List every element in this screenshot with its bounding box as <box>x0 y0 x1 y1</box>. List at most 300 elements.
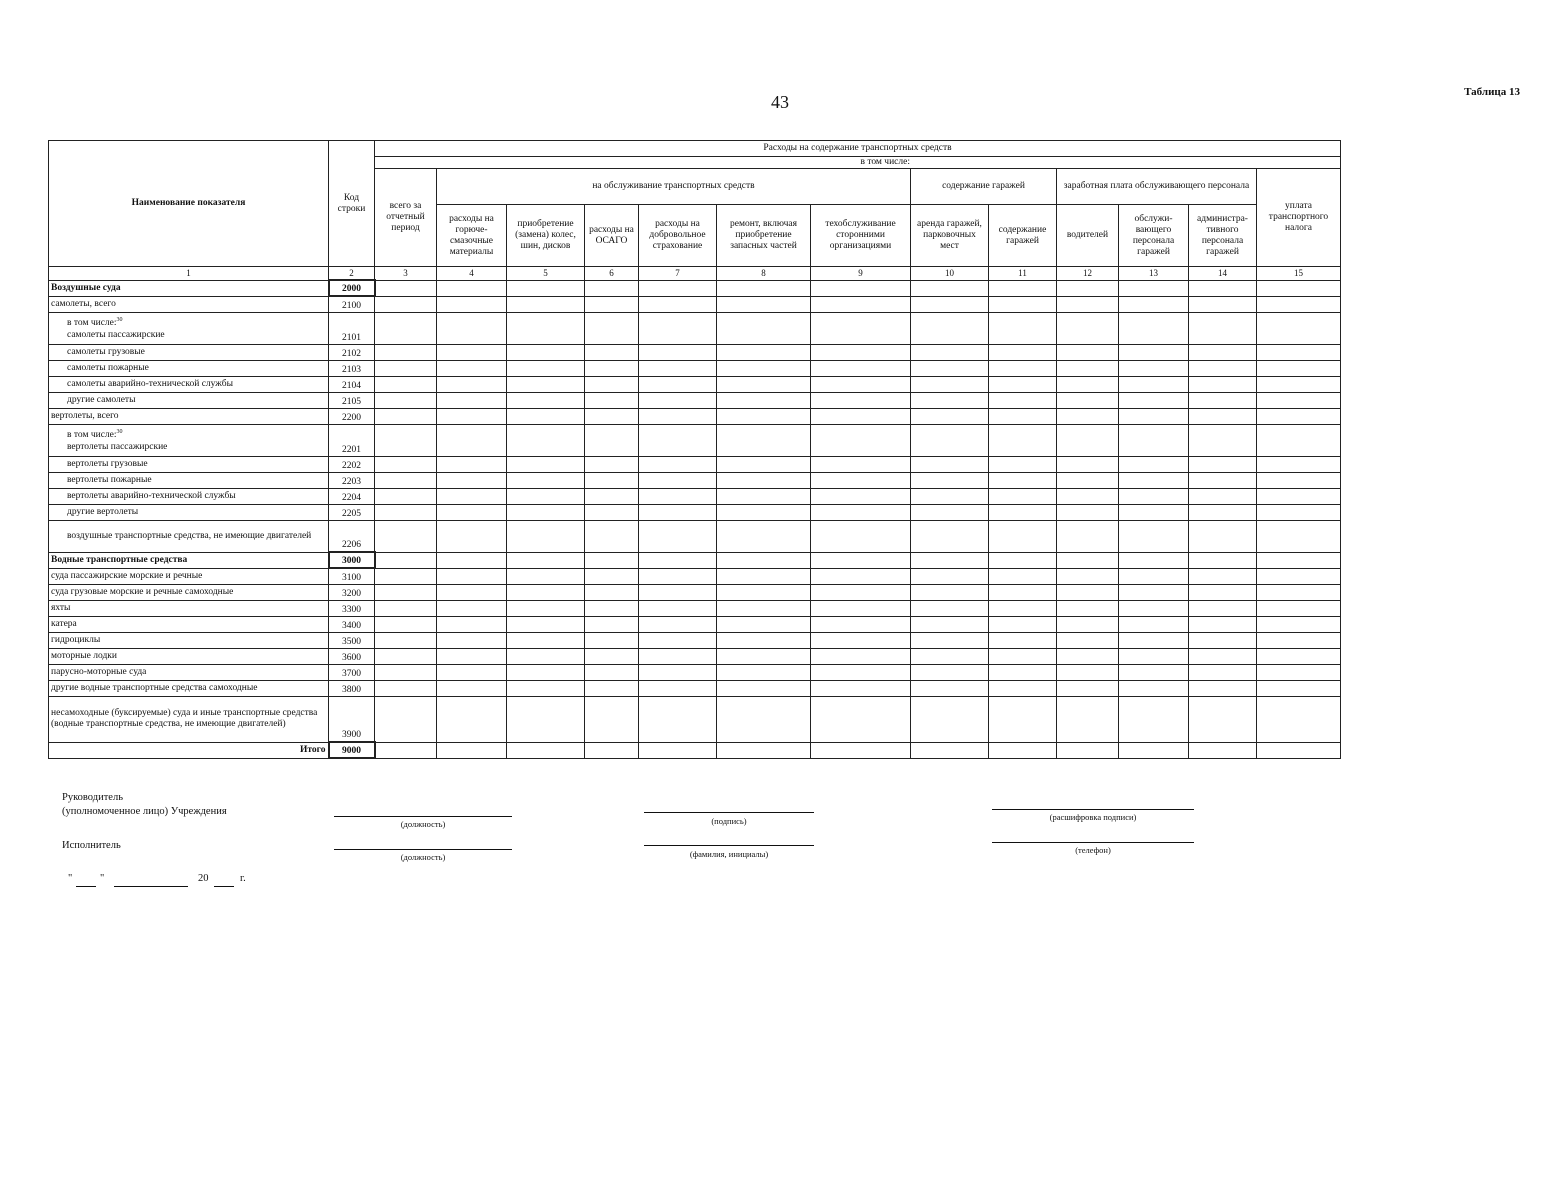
value-cell[interactable] <box>1119 680 1189 696</box>
value-cell[interactable] <box>717 616 811 632</box>
value-cell[interactable] <box>639 488 717 504</box>
value-cell[interactable] <box>811 680 911 696</box>
value-cell[interactable] <box>375 456 437 472</box>
signature-line[interactable] <box>644 812 814 813</box>
value-cell[interactable] <box>1119 696 1189 742</box>
value-cell[interactable] <box>585 424 639 456</box>
value-cell[interactable] <box>1057 296 1119 312</box>
value-cell[interactable] <box>507 742 585 758</box>
value-cell[interactable] <box>437 584 507 600</box>
value-cell[interactable] <box>717 472 811 488</box>
value-cell[interactable] <box>1119 584 1189 600</box>
value-cell[interactable] <box>1189 616 1257 632</box>
value-cell[interactable] <box>717 742 811 758</box>
value-cell[interactable] <box>1189 504 1257 520</box>
value-cell[interactable] <box>1257 456 1341 472</box>
value-cell[interactable] <box>1057 680 1119 696</box>
value-cell[interactable] <box>375 584 437 600</box>
value-cell[interactable] <box>989 742 1057 758</box>
value-cell[interactable] <box>639 296 717 312</box>
value-cell[interactable] <box>585 680 639 696</box>
value-cell[interactable] <box>1119 616 1189 632</box>
value-cell[interactable] <box>437 312 507 344</box>
value-cell[interactable] <box>437 376 507 392</box>
value-cell[interactable] <box>375 360 437 376</box>
value-cell[interactable] <box>585 648 639 664</box>
value-cell[interactable] <box>639 648 717 664</box>
value-cell[interactable] <box>639 552 717 568</box>
value-cell[interactable] <box>507 648 585 664</box>
value-cell[interactable] <box>375 742 437 758</box>
value-cell[interactable] <box>1257 600 1341 616</box>
value-cell[interactable] <box>585 472 639 488</box>
value-cell[interactable] <box>1189 456 1257 472</box>
value-cell[interactable] <box>911 456 989 472</box>
value-cell[interactable] <box>437 520 507 552</box>
value-cell[interactable] <box>1189 632 1257 648</box>
value-cell[interactable] <box>639 680 717 696</box>
value-cell[interactable] <box>507 360 585 376</box>
value-cell[interactable] <box>989 584 1057 600</box>
value-cell[interactable] <box>1119 600 1189 616</box>
value-cell[interactable] <box>811 280 911 296</box>
value-cell[interactable] <box>375 424 437 456</box>
value-cell[interactable] <box>1189 696 1257 742</box>
value-cell[interactable] <box>507 312 585 344</box>
value-cell[interactable] <box>437 408 507 424</box>
value-cell[interactable] <box>1257 472 1341 488</box>
value-cell[interactable] <box>585 504 639 520</box>
value-cell[interactable] <box>1119 296 1189 312</box>
value-cell[interactable] <box>639 584 717 600</box>
value-cell[interactable] <box>507 472 585 488</box>
value-cell[interactable] <box>1057 696 1119 742</box>
value-cell[interactable] <box>989 344 1057 360</box>
value-cell[interactable] <box>717 456 811 472</box>
value-cell[interactable] <box>989 648 1057 664</box>
value-cell[interactable] <box>911 648 989 664</box>
value-cell[interactable] <box>1189 344 1257 360</box>
value-cell[interactable] <box>1257 520 1341 552</box>
value-cell[interactable] <box>1257 552 1341 568</box>
value-cell[interactable] <box>1189 296 1257 312</box>
value-cell[interactable] <box>1119 408 1189 424</box>
value-cell[interactable] <box>585 312 639 344</box>
value-cell[interactable] <box>911 360 989 376</box>
value-cell[interactable] <box>989 616 1057 632</box>
value-cell[interactable] <box>989 408 1057 424</box>
value-cell[interactable] <box>585 742 639 758</box>
value-cell[interactable] <box>1057 376 1119 392</box>
value-cell[interactable] <box>1057 632 1119 648</box>
value-cell[interactable] <box>989 568 1057 584</box>
value-cell[interactable] <box>811 392 911 408</box>
value-cell[interactable] <box>1057 392 1119 408</box>
value-cell[interactable] <box>507 664 585 680</box>
value-cell[interactable] <box>1119 568 1189 584</box>
value-cell[interactable] <box>989 424 1057 456</box>
value-cell[interactable] <box>1189 280 1257 296</box>
value-cell[interactable] <box>717 296 811 312</box>
value-cell[interactable] <box>585 616 639 632</box>
value-cell[interactable] <box>989 696 1057 742</box>
value-cell[interactable] <box>811 742 911 758</box>
executor-position-line[interactable] <box>334 849 512 850</box>
value-cell[interactable] <box>1257 360 1341 376</box>
value-cell[interactable] <box>1189 408 1257 424</box>
value-cell[interactable] <box>989 632 1057 648</box>
value-cell[interactable] <box>585 392 639 408</box>
value-cell[interactable] <box>1119 376 1189 392</box>
value-cell[interactable] <box>585 632 639 648</box>
value-cell[interactable] <box>639 520 717 552</box>
value-cell[interactable] <box>375 680 437 696</box>
value-cell[interactable] <box>717 584 811 600</box>
value-cell[interactable] <box>437 280 507 296</box>
value-cell[interactable] <box>1057 344 1119 360</box>
value-cell[interactable] <box>639 504 717 520</box>
value-cell[interactable] <box>717 392 811 408</box>
value-cell[interactable] <box>507 680 585 696</box>
value-cell[interactable] <box>1257 632 1341 648</box>
value-cell[interactable] <box>437 552 507 568</box>
value-cell[interactable] <box>1189 472 1257 488</box>
value-cell[interactable] <box>639 392 717 408</box>
value-cell[interactable] <box>989 296 1057 312</box>
value-cell[interactable] <box>507 584 585 600</box>
value-cell[interactable] <box>375 408 437 424</box>
value-cell[interactable] <box>989 504 1057 520</box>
decoding-line[interactable] <box>992 809 1194 810</box>
value-cell[interactable] <box>1057 552 1119 568</box>
value-cell[interactable] <box>717 424 811 456</box>
value-cell[interactable] <box>717 520 811 552</box>
value-cell[interactable] <box>507 376 585 392</box>
value-cell[interactable] <box>717 312 811 344</box>
value-cell[interactable] <box>1057 312 1119 344</box>
value-cell[interactable] <box>1257 296 1341 312</box>
value-cell[interactable] <box>989 280 1057 296</box>
value-cell[interactable] <box>1189 680 1257 696</box>
value-cell[interactable] <box>1189 360 1257 376</box>
value-cell[interactable] <box>639 312 717 344</box>
value-cell[interactable] <box>989 360 1057 376</box>
value-cell[interactable] <box>507 344 585 360</box>
value-cell[interactable] <box>1189 312 1257 344</box>
value-cell[interactable] <box>585 456 639 472</box>
value-cell[interactable] <box>375 392 437 408</box>
value-cell[interactable] <box>1057 456 1119 472</box>
value-cell[interactable] <box>639 408 717 424</box>
value-cell[interactable] <box>585 344 639 360</box>
value-cell[interactable] <box>437 424 507 456</box>
value-cell[interactable] <box>437 680 507 696</box>
value-cell[interactable] <box>911 344 989 360</box>
value-cell[interactable] <box>507 296 585 312</box>
value-cell[interactable] <box>1057 360 1119 376</box>
value-cell[interactable] <box>375 616 437 632</box>
value-cell[interactable] <box>1257 408 1341 424</box>
value-cell[interactable] <box>1257 680 1341 696</box>
value-cell[interactable] <box>811 424 911 456</box>
value-cell[interactable] <box>1057 408 1119 424</box>
value-cell[interactable] <box>1057 616 1119 632</box>
value-cell[interactable] <box>717 664 811 680</box>
date-month-line[interactable] <box>114 886 188 887</box>
value-cell[interactable] <box>437 600 507 616</box>
value-cell[interactable] <box>1119 520 1189 552</box>
value-cell[interactable] <box>1119 472 1189 488</box>
value-cell[interactable] <box>811 344 911 360</box>
value-cell[interactable] <box>585 568 639 584</box>
value-cell[interactable] <box>585 696 639 742</box>
value-cell[interactable] <box>811 360 911 376</box>
value-cell[interactable] <box>375 648 437 664</box>
value-cell[interactable] <box>1057 584 1119 600</box>
value-cell[interactable] <box>507 408 585 424</box>
value-cell[interactable] <box>811 456 911 472</box>
value-cell[interactable] <box>437 742 507 758</box>
value-cell[interactable] <box>911 696 989 742</box>
value-cell[interactable] <box>437 344 507 360</box>
value-cell[interactable] <box>717 504 811 520</box>
value-cell[interactable] <box>375 504 437 520</box>
value-cell[interactable] <box>507 696 585 742</box>
value-cell[interactable] <box>375 520 437 552</box>
value-cell[interactable] <box>507 280 585 296</box>
value-cell[interactable] <box>1189 552 1257 568</box>
value-cell[interactable] <box>989 600 1057 616</box>
value-cell[interactable] <box>639 424 717 456</box>
value-cell[interactable] <box>585 488 639 504</box>
phone-line[interactable] <box>992 842 1194 843</box>
value-cell[interactable] <box>437 568 507 584</box>
value-cell[interactable] <box>911 424 989 456</box>
value-cell[interactable] <box>437 648 507 664</box>
value-cell[interactable] <box>639 600 717 616</box>
value-cell[interactable] <box>507 456 585 472</box>
value-cell[interactable] <box>585 552 639 568</box>
value-cell[interactable] <box>989 552 1057 568</box>
value-cell[interactable] <box>717 648 811 664</box>
value-cell[interactable] <box>717 376 811 392</box>
value-cell[interactable] <box>811 520 911 552</box>
value-cell[interactable] <box>1257 488 1341 504</box>
value-cell[interactable] <box>811 600 911 616</box>
value-cell[interactable] <box>1119 632 1189 648</box>
value-cell[interactable] <box>811 488 911 504</box>
value-cell[interactable] <box>585 280 639 296</box>
value-cell[interactable] <box>437 616 507 632</box>
value-cell[interactable] <box>639 280 717 296</box>
value-cell[interactable] <box>507 552 585 568</box>
value-cell[interactable] <box>811 296 911 312</box>
value-cell[interactable] <box>911 616 989 632</box>
value-cell[interactable] <box>911 742 989 758</box>
value-cell[interactable] <box>1119 664 1189 680</box>
value-cell[interactable] <box>437 632 507 648</box>
value-cell[interactable] <box>717 552 811 568</box>
value-cell[interactable] <box>639 742 717 758</box>
value-cell[interactable] <box>437 696 507 742</box>
value-cell[interactable] <box>375 280 437 296</box>
value-cell[interactable] <box>585 664 639 680</box>
value-cell[interactable] <box>911 296 989 312</box>
value-cell[interactable] <box>989 376 1057 392</box>
value-cell[interactable] <box>1257 344 1341 360</box>
value-cell[interactable] <box>507 632 585 648</box>
value-cell[interactable] <box>811 376 911 392</box>
value-cell[interactable] <box>507 616 585 632</box>
value-cell[interactable] <box>585 376 639 392</box>
value-cell[interactable] <box>1057 280 1119 296</box>
value-cell[interactable] <box>989 520 1057 552</box>
value-cell[interactable] <box>639 360 717 376</box>
value-cell[interactable] <box>1057 568 1119 584</box>
value-cell[interactable] <box>911 312 989 344</box>
value-cell[interactable] <box>717 488 811 504</box>
value-cell[interactable] <box>507 600 585 616</box>
value-cell[interactable] <box>911 552 989 568</box>
value-cell[interactable] <box>911 504 989 520</box>
date-day-line[interactable] <box>76 886 96 887</box>
value-cell[interactable] <box>1119 742 1189 758</box>
value-cell[interactable] <box>811 664 911 680</box>
value-cell[interactable] <box>507 488 585 504</box>
value-cell[interactable] <box>989 472 1057 488</box>
value-cell[interactable] <box>507 520 585 552</box>
value-cell[interactable] <box>585 296 639 312</box>
value-cell[interactable] <box>639 616 717 632</box>
value-cell[interactable] <box>717 344 811 360</box>
value-cell[interactable] <box>1057 742 1119 758</box>
value-cell[interactable] <box>375 664 437 680</box>
value-cell[interactable] <box>1189 664 1257 680</box>
value-cell[interactable] <box>507 504 585 520</box>
value-cell[interactable] <box>375 312 437 344</box>
value-cell[interactable] <box>989 664 1057 680</box>
value-cell[interactable] <box>1189 648 1257 664</box>
value-cell[interactable] <box>1189 584 1257 600</box>
value-cell[interactable] <box>1119 456 1189 472</box>
value-cell[interactable] <box>375 696 437 742</box>
value-cell[interactable] <box>1057 424 1119 456</box>
value-cell[interactable] <box>911 392 989 408</box>
value-cell[interactable] <box>639 376 717 392</box>
value-cell[interactable] <box>717 568 811 584</box>
value-cell[interactable] <box>911 520 989 552</box>
value-cell[interactable] <box>585 584 639 600</box>
value-cell[interactable] <box>1119 360 1189 376</box>
value-cell[interactable] <box>717 632 811 648</box>
value-cell[interactable] <box>989 680 1057 696</box>
value-cell[interactable] <box>717 600 811 616</box>
value-cell[interactable] <box>1189 568 1257 584</box>
value-cell[interactable] <box>375 488 437 504</box>
value-cell[interactable] <box>811 648 911 664</box>
value-cell[interactable] <box>375 552 437 568</box>
value-cell[interactable] <box>639 472 717 488</box>
value-cell[interactable] <box>1257 424 1341 456</box>
value-cell[interactable] <box>811 408 911 424</box>
value-cell[interactable] <box>585 600 639 616</box>
value-cell[interactable] <box>811 568 911 584</box>
value-cell[interactable] <box>1119 488 1189 504</box>
value-cell[interactable] <box>585 520 639 552</box>
value-cell[interactable] <box>639 568 717 584</box>
value-cell[interactable] <box>437 664 507 680</box>
value-cell[interactable] <box>1189 424 1257 456</box>
value-cell[interactable] <box>911 664 989 680</box>
value-cell[interactable] <box>1257 376 1341 392</box>
value-cell[interactable] <box>1189 742 1257 758</box>
value-cell[interactable] <box>437 472 507 488</box>
value-cell[interactable] <box>639 456 717 472</box>
value-cell[interactable] <box>437 392 507 408</box>
value-cell[interactable] <box>639 632 717 648</box>
value-cell[interactable] <box>507 392 585 408</box>
value-cell[interactable] <box>1119 552 1189 568</box>
value-cell[interactable] <box>811 472 911 488</box>
value-cell[interactable] <box>375 376 437 392</box>
value-cell[interactable] <box>911 376 989 392</box>
value-cell[interactable] <box>639 696 717 742</box>
value-cell[interactable] <box>989 392 1057 408</box>
value-cell[interactable] <box>437 488 507 504</box>
value-cell[interactable] <box>1119 312 1189 344</box>
value-cell[interactable] <box>1119 648 1189 664</box>
value-cell[interactable] <box>437 456 507 472</box>
value-cell[interactable] <box>1057 600 1119 616</box>
value-cell[interactable] <box>1257 504 1341 520</box>
value-cell[interactable] <box>375 568 437 584</box>
value-cell[interactable] <box>911 584 989 600</box>
value-cell[interactable] <box>811 504 911 520</box>
value-cell[interactable] <box>1257 392 1341 408</box>
value-cell[interactable] <box>1257 568 1341 584</box>
value-cell[interactable] <box>437 296 507 312</box>
value-cell[interactable] <box>585 408 639 424</box>
value-cell[interactable] <box>437 504 507 520</box>
value-cell[interactable] <box>1057 520 1119 552</box>
value-cell[interactable] <box>811 632 911 648</box>
value-cell[interactable] <box>1189 488 1257 504</box>
value-cell[interactable] <box>811 584 911 600</box>
value-cell[interactable] <box>1257 616 1341 632</box>
value-cell[interactable] <box>811 552 911 568</box>
value-cell[interactable] <box>911 632 989 648</box>
value-cell[interactable] <box>639 664 717 680</box>
value-cell[interactable] <box>1057 472 1119 488</box>
value-cell[interactable] <box>989 312 1057 344</box>
value-cell[interactable] <box>911 680 989 696</box>
executor-name-line[interactable] <box>644 845 814 846</box>
value-cell[interactable] <box>811 696 911 742</box>
position-line[interactable] <box>334 816 512 817</box>
value-cell[interactable] <box>1257 280 1341 296</box>
value-cell[interactable] <box>507 568 585 584</box>
value-cell[interactable] <box>1189 520 1257 552</box>
value-cell[interactable] <box>639 344 717 360</box>
value-cell[interactable] <box>1257 742 1341 758</box>
value-cell[interactable] <box>1057 648 1119 664</box>
value-cell[interactable] <box>1257 696 1341 742</box>
value-cell[interactable] <box>1119 280 1189 296</box>
value-cell[interactable] <box>911 488 989 504</box>
date-year-line[interactable] <box>214 886 234 887</box>
value-cell[interactable] <box>911 408 989 424</box>
value-cell[interactable] <box>375 600 437 616</box>
